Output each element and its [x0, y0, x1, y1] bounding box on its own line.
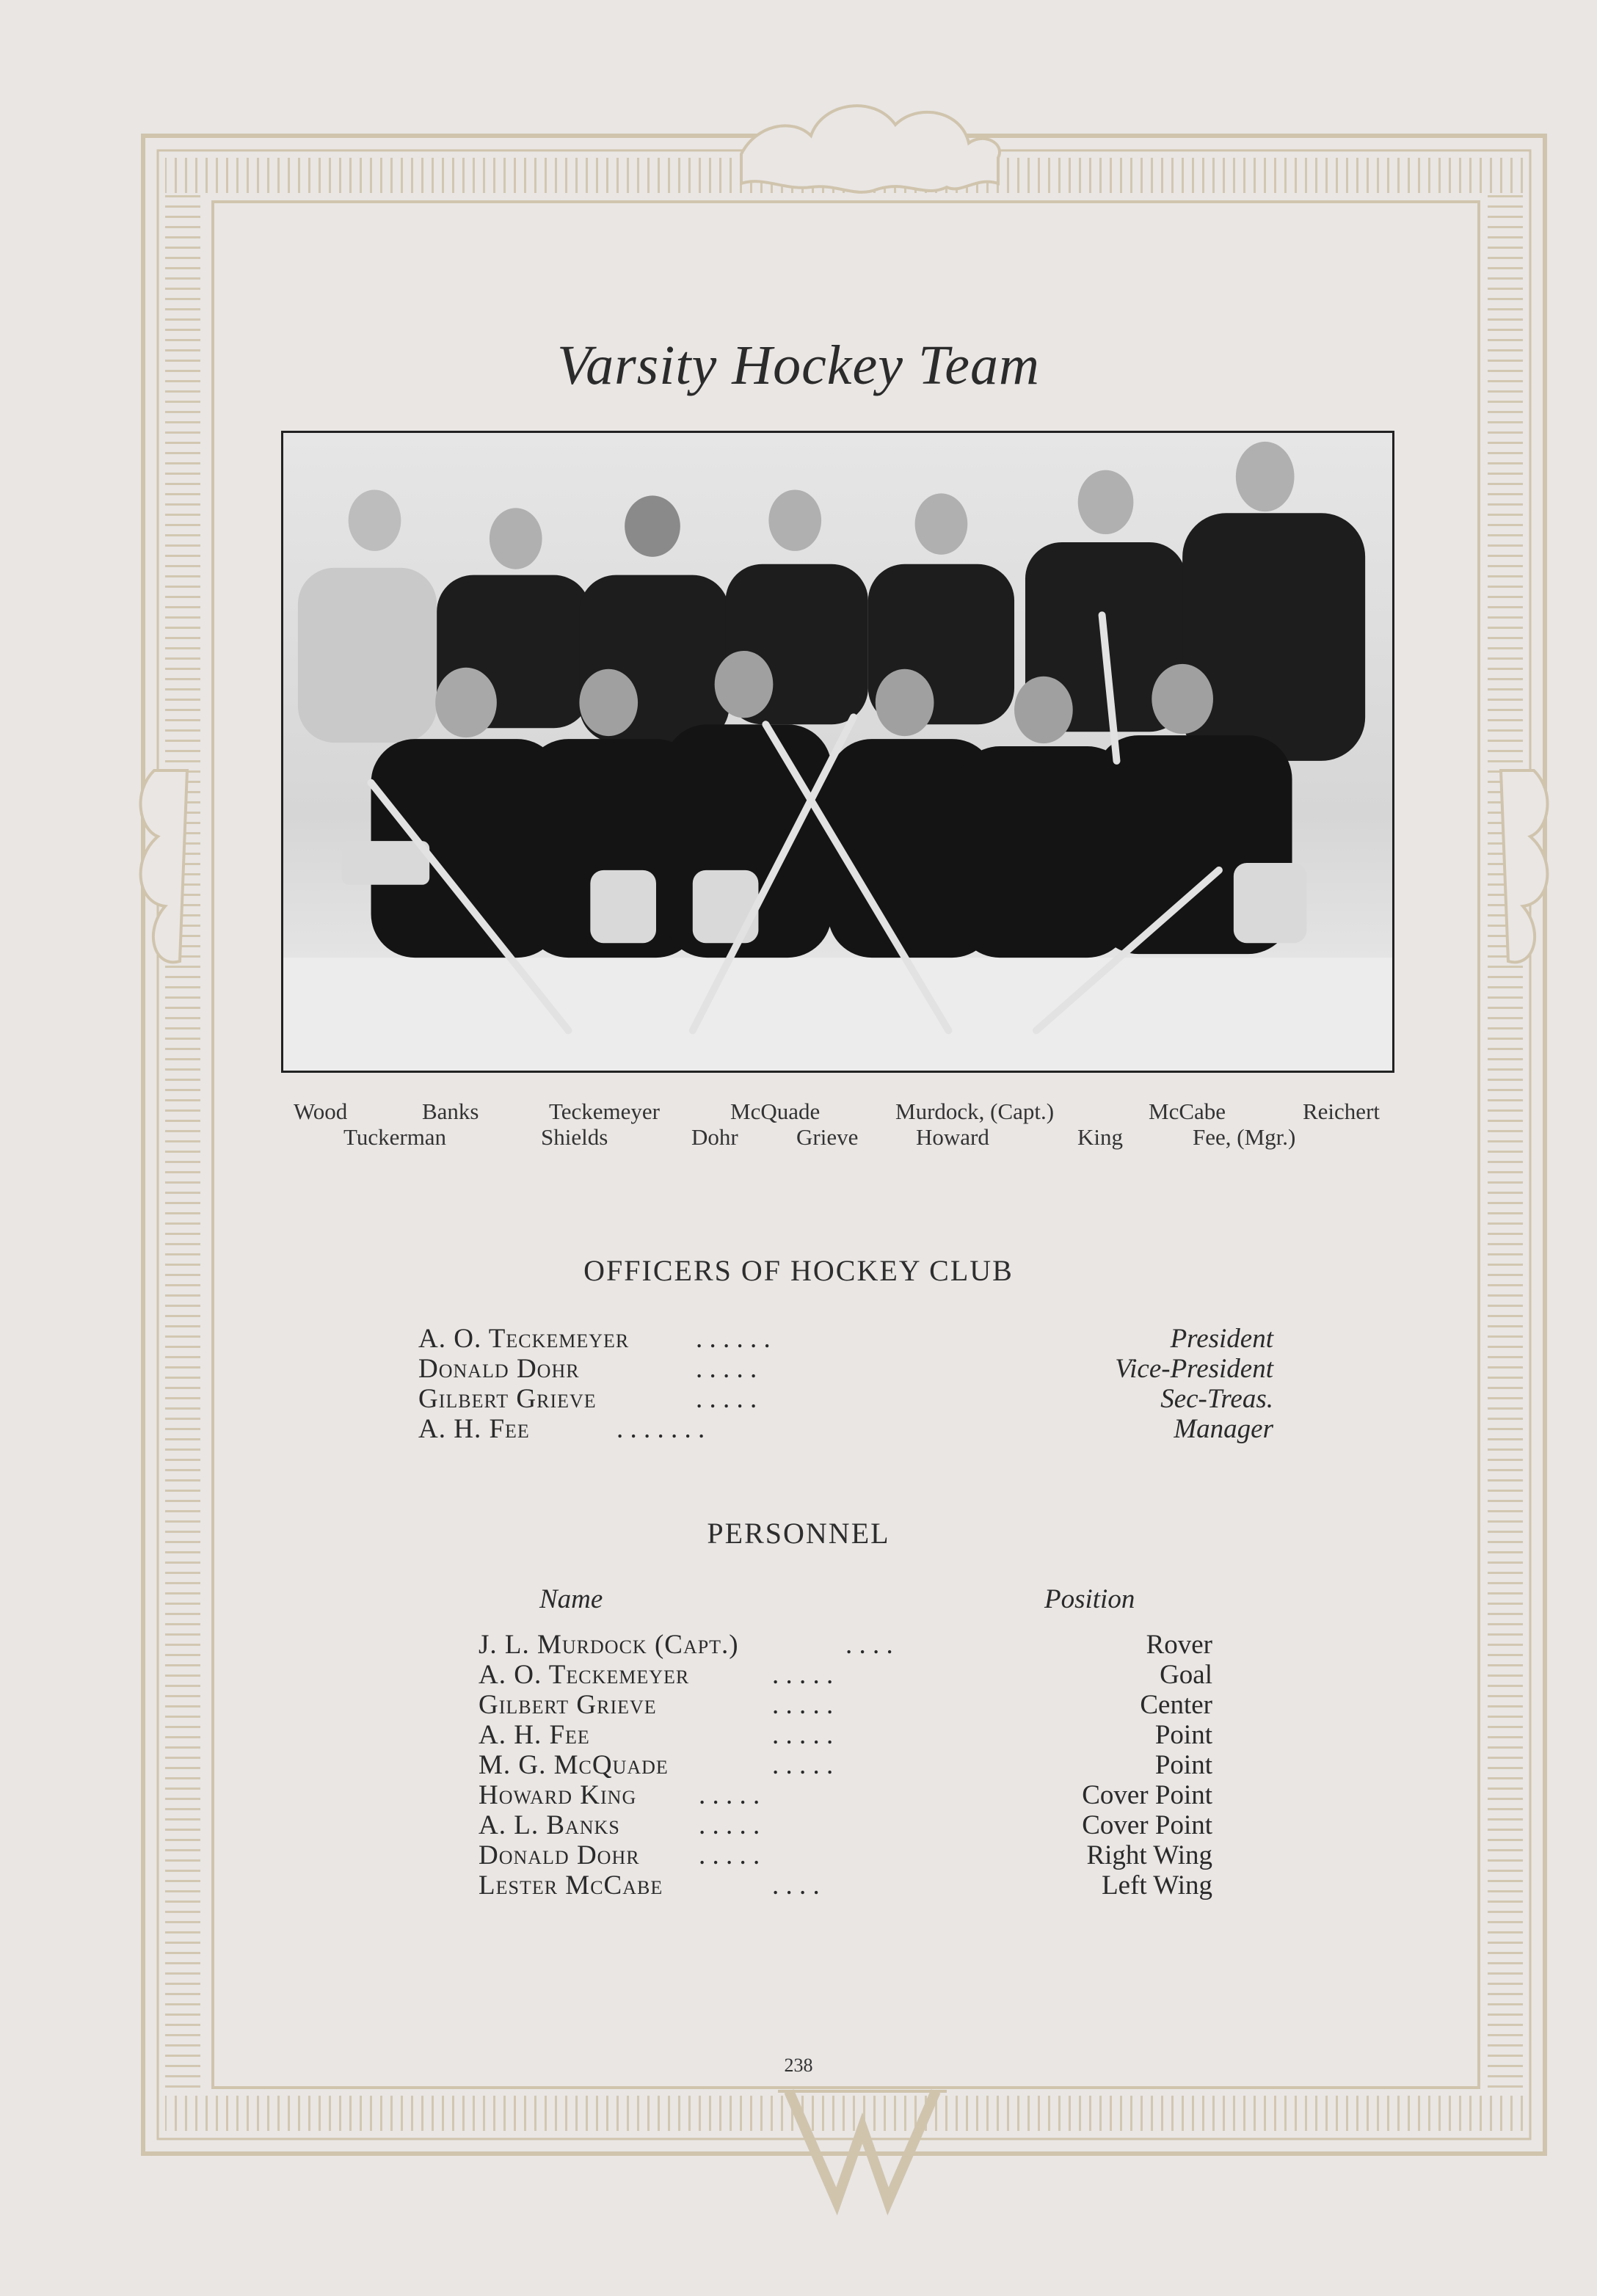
personnel-row — [479, 1689, 1212, 1720]
leader-dots: . . . . . — [699, 1840, 760, 1870]
player-position: Right Wing — [1086, 1840, 1212, 1870]
caption-name: Dohr — [691, 1124, 738, 1150]
leader-dots: . . . . . — [699, 1810, 760, 1840]
player-position: Cover Point — [1082, 1780, 1212, 1810]
leader-dots: . . . . . — [699, 1780, 760, 1810]
player-name: Gilbert Grieve — [479, 1690, 657, 1720]
officer-position: Vice-President — [1115, 1354, 1273, 1384]
player-name: J. L. Murdock (Capt.) — [479, 1630, 739, 1660]
caption-name: Wood — [294, 1098, 348, 1124]
player-position: Rover — [1146, 1630, 1212, 1660]
officer-name: A. H. Fee — [418, 1414, 530, 1444]
caption-name: Banks — [422, 1098, 479, 1124]
page-number: 238 — [784, 2055, 813, 2076]
caption-name: Murdock, (Capt.) — [895, 1098, 1055, 1124]
caption-name: Shields — [541, 1124, 608, 1150]
leader-dots: . . . . — [772, 1870, 820, 1900]
player-name: A. H. Fee — [479, 1720, 590, 1750]
player-position: Point — [1154, 1720, 1212, 1750]
player-position: Point — [1154, 1750, 1212, 1780]
personnel-row — [479, 1840, 1212, 1870]
player-position: Left Wing — [1102, 1870, 1212, 1900]
player-position: Cover Point — [1082, 1810, 1212, 1840]
caption-name: Grieve — [796, 1124, 859, 1150]
caption-name: Teckemeyer — [549, 1098, 661, 1124]
leader-dots: . . . . — [845, 1630, 893, 1660]
caption-name: McQuade — [730, 1098, 821, 1124]
officer-row — [418, 1323, 1273, 1354]
caption-name: Howard — [916, 1124, 989, 1150]
officer-position: Sec-Treas. — [1160, 1384, 1273, 1414]
personnel-row — [479, 1810, 1212, 1840]
leader-dots: . . . . . . . — [616, 1414, 705, 1444]
personnel-heading: PERSONNEL — [707, 1517, 890, 1550]
player-name: Lester McCabe — [479, 1870, 663, 1900]
personnel-row — [479, 1779, 1212, 1810]
position-column-header: Position — [1044, 1584, 1135, 1614]
player-position: Goal — [1160, 1660, 1212, 1690]
player-name: Howard King — [479, 1780, 637, 1810]
personnel-row — [479, 1719, 1212, 1750]
team-photograph — [281, 431, 1394, 1073]
personnel-row — [479, 1749, 1212, 1780]
player-position: Center — [1140, 1690, 1212, 1720]
officer-name: Gilbert Grieve — [418, 1384, 597, 1414]
leader-dots: . . . . . — [772, 1690, 834, 1720]
officers-heading: OFFICERS OF HOCKEY CLUB — [583, 1254, 1014, 1287]
leader-dots: . . . . . — [696, 1384, 757, 1414]
leader-dots: . . . . . — [772, 1720, 834, 1750]
leader-dots: . . . . . — [772, 1660, 834, 1690]
personnel-row — [479, 1629, 1212, 1660]
officer-name: Donald Dohr — [418, 1354, 580, 1384]
officer-position: President — [1170, 1324, 1273, 1354]
officer-row — [418, 1353, 1273, 1384]
name-column-header: Name — [539, 1584, 603, 1614]
caption-name: King — [1077, 1124, 1123, 1150]
caption-name: Tuckerman — [343, 1124, 447, 1150]
personnel-row — [479, 1659, 1212, 1690]
officer-row — [418, 1383, 1273, 1414]
leader-dots: . . . . . . — [696, 1324, 771, 1354]
player-name: M. G. McQuade — [479, 1750, 669, 1780]
page-title: Varsity Hockey Team — [557, 335, 1040, 396]
leader-dots: . . . . . — [772, 1750, 834, 1780]
officer-name: A. O. Teckemeyer — [418, 1324, 630, 1354]
caption-name: McCabe — [1149, 1098, 1226, 1124]
personnel-row — [479, 1870, 1212, 1900]
caption-name: Fee, (Mgr.) — [1193, 1124, 1296, 1150]
leader-dots: . . . . . — [696, 1354, 757, 1384]
player-name: A. O. Teckemeyer — [479, 1660, 690, 1690]
caption-name: Reichert — [1303, 1098, 1380, 1124]
officer-position: Manager — [1174, 1414, 1273, 1444]
player-name: Donald Dohr — [479, 1840, 640, 1870]
player-name: A. L. Banks — [479, 1810, 620, 1840]
officer-row — [418, 1413, 1273, 1444]
